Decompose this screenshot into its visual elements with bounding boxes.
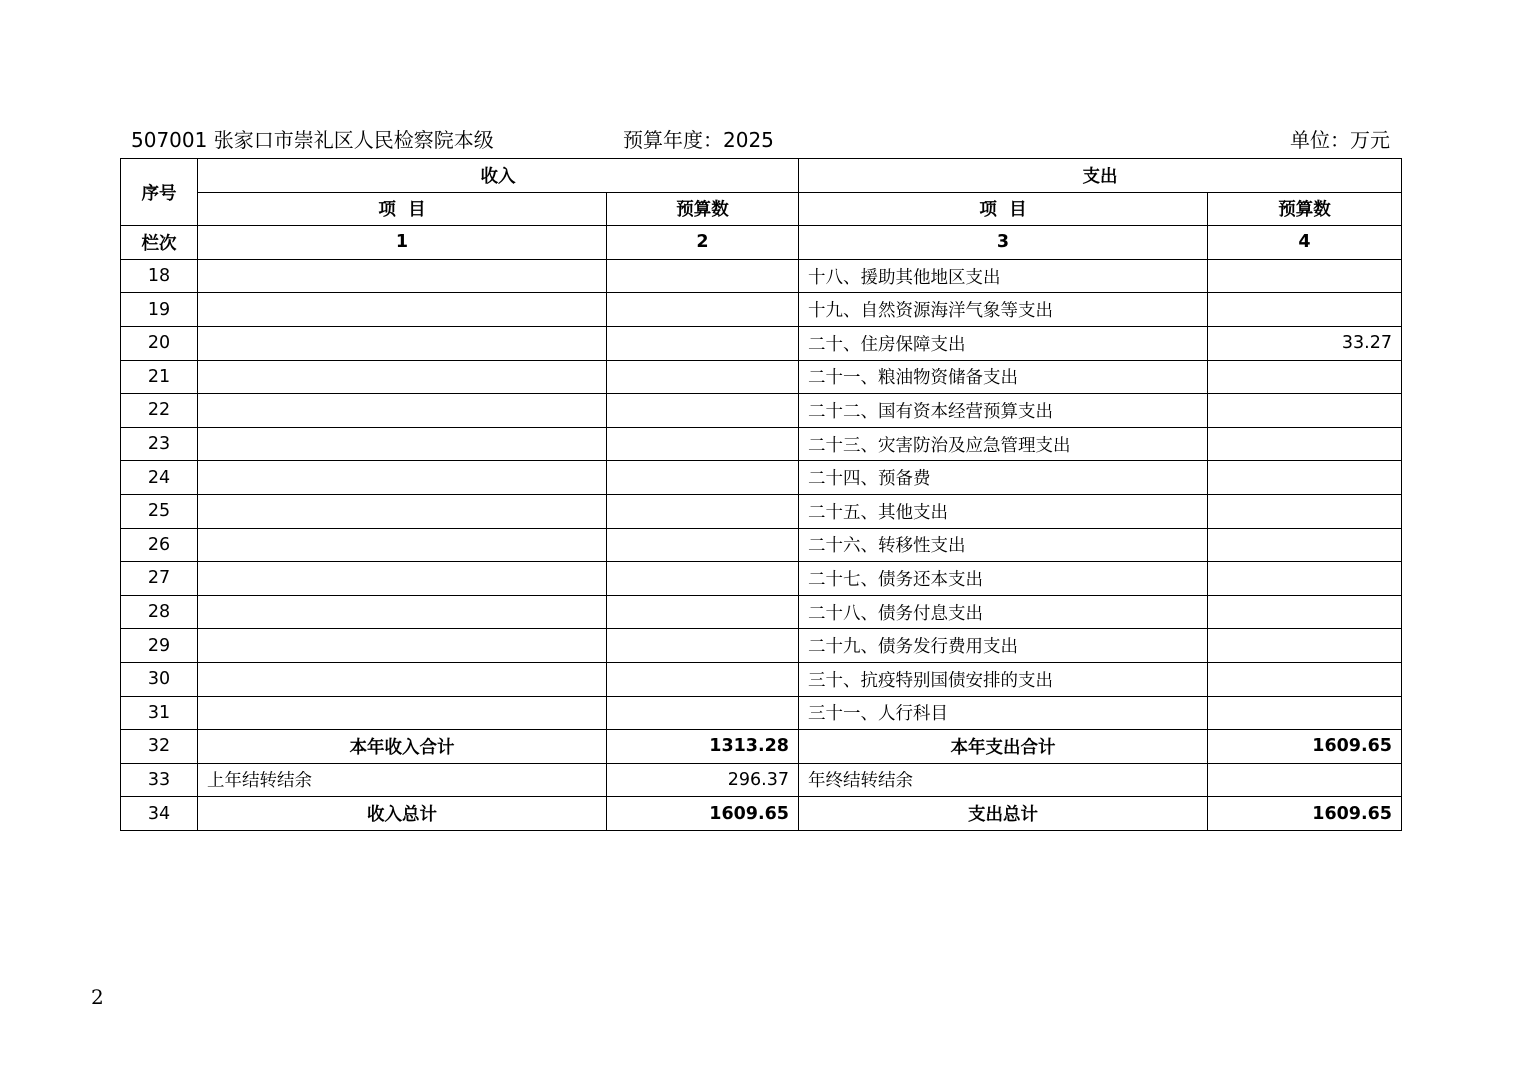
income-amount-cell [607, 595, 799, 629]
income-item-cell [198, 629, 607, 663]
currency-unit: 单位：万元 [1290, 128, 1390, 152]
seq-cell: 25 [121, 494, 198, 528]
income-amount-cell [607, 461, 799, 495]
table-row [121, 461, 1402, 495]
expense-item-header: 项 目 [799, 192, 1208, 226]
expense-item-cell: 三十、抗疫特别国债安排的支出 [799, 662, 1208, 696]
income-item-cell [198, 494, 607, 528]
seq-cell: 29 [121, 629, 198, 663]
expense-item-cell: 二十五、其他支出 [799, 494, 1208, 528]
income-item-cell [198, 662, 607, 696]
expense-amount-cell [1208, 461, 1402, 495]
income-item-cell [198, 293, 607, 327]
seq-cell: 19 [121, 293, 198, 327]
expense-item-cell: 十八、援助其他地区支出 [799, 259, 1208, 293]
income-amount-cell [607, 629, 799, 663]
seq-cell: 32 [121, 730, 198, 764]
expense-amount-cell [1208, 696, 1402, 730]
expense-item-cell: 本年支出合计 [799, 730, 1208, 764]
expense-amount-cell [1208, 259, 1402, 293]
income-amount-cell [607, 696, 799, 730]
expense-amount-cell [1208, 528, 1402, 562]
table-row [121, 763, 1402, 797]
income-amount-cell [607, 528, 799, 562]
budget-table [120, 158, 1402, 831]
expense-amount-cell [1208, 595, 1402, 629]
income-item-cell [198, 595, 607, 629]
seq-cell: 28 [121, 595, 198, 629]
income-item-cell [198, 394, 607, 428]
table-row [121, 730, 1402, 764]
table-row [121, 427, 1402, 461]
seq-cell: 18 [121, 259, 198, 293]
income-amount-cell [607, 662, 799, 696]
income-item-cell: 上年结转结余 [198, 763, 607, 797]
seq-cell: 31 [121, 696, 198, 730]
seq-cell: 33 [121, 763, 198, 797]
income-amount-cell [607, 394, 799, 428]
expense-header: 支出 [799, 159, 1402, 193]
expense-amount-cell [1208, 562, 1402, 596]
expense-amount-cell [1208, 293, 1402, 327]
income-item-cell: 本年收入合计 [198, 730, 607, 764]
seq-cell: 20 [121, 326, 198, 360]
income-amount-cell [607, 562, 799, 596]
table-row [121, 494, 1402, 528]
expense-amount-cell [1208, 494, 1402, 528]
income-budget-header: 预算数 [607, 192, 799, 226]
income-item-cell [198, 696, 607, 730]
expense-amount-cell [1208, 629, 1402, 663]
income-item-cell [198, 360, 607, 394]
seq-cell: 22 [121, 394, 198, 428]
column-number: 1 [198, 226, 607, 260]
expense-item-cell: 二十、住房保障支出 [799, 326, 1208, 360]
income-amount-cell: 296.37 [607, 763, 799, 797]
income-amount-cell [607, 259, 799, 293]
table-row [121, 259, 1402, 293]
income-amount-cell [607, 326, 799, 360]
expense-item-cell: 二十七、债务还本支出 [799, 562, 1208, 596]
seq-cell: 21 [121, 360, 198, 394]
seq-cell: 30 [121, 662, 198, 696]
income-amount-cell [607, 360, 799, 394]
column-number: 3 [799, 226, 1208, 260]
table-row [121, 360, 1402, 394]
report-header [131, 124, 1393, 156]
table-row [121, 595, 1402, 629]
income-item-cell [198, 259, 607, 293]
table-row [121, 528, 1402, 562]
organization-name: 507001 张家口市崇礼区人民检察院本级 [131, 128, 494, 152]
column-number: 4 [1208, 226, 1402, 260]
income-amount-cell: 1313.28 [607, 730, 799, 764]
expense-amount-cell [1208, 394, 1402, 428]
expense-item-cell: 二十四、预备费 [799, 461, 1208, 495]
expense-amount-cell [1208, 360, 1402, 394]
expense-item-cell: 三十一、人行科目 [799, 696, 1208, 730]
expense-amount-cell [1208, 763, 1402, 797]
table-row [121, 696, 1402, 730]
expense-amount-cell: 33.27 [1208, 326, 1402, 360]
income-amount-cell: 1609.65 [607, 797, 799, 831]
income-item-header: 项 目 [198, 192, 607, 226]
column-number: 2 [607, 226, 799, 260]
expense-item-cell: 二十九、债务发行费用支出 [799, 629, 1208, 663]
expense-amount-cell: 1609.65 [1208, 730, 1402, 764]
table-row [121, 562, 1402, 596]
column-label: 栏次 [121, 226, 198, 260]
expense-item-cell: 十九、自然资源海洋气象等支出 [799, 293, 1208, 327]
expense-item-cell: 二十六、转移性支出 [799, 528, 1208, 562]
seq-cell: 23 [121, 427, 198, 461]
table-head [121, 159, 1402, 260]
seq-cell: 34 [121, 797, 198, 831]
page-number: 2 [91, 985, 104, 1009]
table-row [121, 629, 1402, 663]
expense-item-cell: 二十八、债务付息支出 [799, 595, 1208, 629]
seq-header: 序号 [121, 159, 198, 226]
income-amount-cell [607, 494, 799, 528]
income-item-cell [198, 528, 607, 562]
budget-year: 预算年度：2025 [623, 128, 774, 152]
header-row-2 [121, 192, 1402, 226]
expense-item-cell: 二十二、国有资本经营预算支出 [799, 394, 1208, 428]
income-amount-cell [607, 293, 799, 327]
table-row [121, 662, 1402, 696]
expense-item-cell: 二十一、粮油物资储备支出 [799, 360, 1208, 394]
seq-cell: 26 [121, 528, 198, 562]
seq-cell: 24 [121, 461, 198, 495]
expense-amount-cell [1208, 427, 1402, 461]
expense-budget-header: 预算数 [1208, 192, 1402, 226]
income-item-cell [198, 562, 607, 596]
expense-item-cell: 年终结转结余 [799, 763, 1208, 797]
table-row [121, 293, 1402, 327]
seq-cell: 27 [121, 562, 198, 596]
table-row [121, 394, 1402, 428]
table-body [121, 259, 1402, 830]
table-row [121, 797, 1402, 831]
table-row [121, 326, 1402, 360]
expense-item-cell: 支出总计 [799, 797, 1208, 831]
income-item-cell [198, 427, 607, 461]
header-row-1 [121, 159, 1402, 193]
income-item-cell: 收入总计 [198, 797, 607, 831]
expense-item-cell: 二十三、灾害防治及应急管理支出 [799, 427, 1208, 461]
income-item-cell [198, 461, 607, 495]
column-number-row [121, 226, 1402, 260]
expense-amount-cell [1208, 662, 1402, 696]
expense-amount-cell: 1609.65 [1208, 797, 1402, 831]
income-header: 收入 [198, 159, 799, 193]
income-item-cell [198, 326, 607, 360]
income-amount-cell [607, 427, 799, 461]
